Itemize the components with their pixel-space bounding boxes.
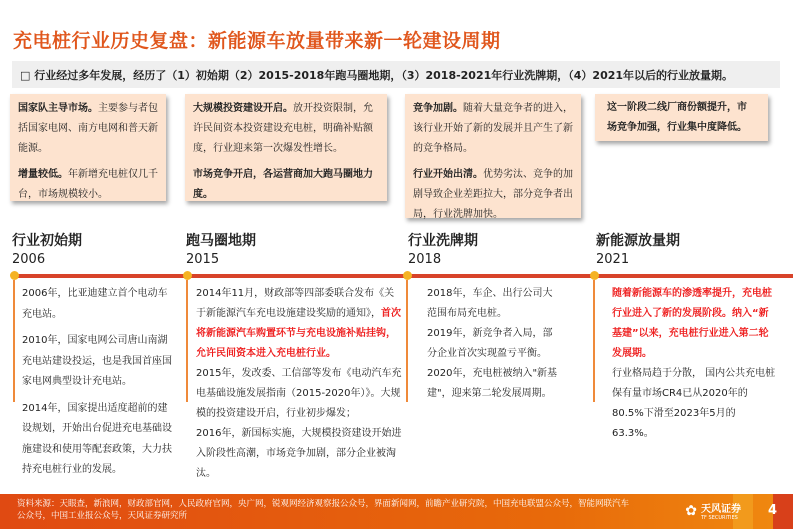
timeline-dot bbox=[183, 271, 192, 280]
timeline-connector bbox=[406, 280, 408, 402]
phase1-box bbox=[10, 94, 166, 201]
phase4-box bbox=[595, 94, 768, 141]
phase-label: 行业洗牌期 bbox=[408, 233, 478, 249]
phase-year: 2006 bbox=[12, 252, 46, 267]
box-text: 放开投资限制，允许民间资本投资建设充电桩，明确补贴额度，行业迎来第一次爆发性增长。 bbox=[193, 103, 373, 154]
detail-col-2021 bbox=[612, 284, 777, 444]
timeline-dot bbox=[403, 271, 412, 280]
timeline-dot bbox=[10, 271, 19, 280]
phase-year: 2018 bbox=[408, 252, 442, 267]
detail-text: 2016年，新国标实施，大规模投资建设开始进入阶段性高潮，市场竞争加剧，部分企业被淘汰。 bbox=[196, 428, 402, 479]
page-number: 4 bbox=[767, 503, 777, 518]
detail-text: 2015年，发改委、工信部等发布《电动汽车充电基础设施发展指南（2015-2020年）》。大规模的投资建设开启，行业初步爆发； bbox=[196, 368, 402, 419]
box-heading: 行业开始出清。 bbox=[413, 169, 483, 180]
source-text: 资料来源：天眼查，新浪网，财政部官网，人民政府官网，央广网，锐观网经济观察报公众号，界面新闻网，前瞻产业研究院，中国充电联盟公众号，智能网联汽车公众号，中国工业报公众号，天风证券研究所 bbox=[17, 499, 630, 521]
detail-text: 2014年11月，财政部等四部委联合发布《关于新能源汽车充电设施建设奖励的通知》， bbox=[196, 288, 395, 319]
detail-text: 2014年，国家提出适度超前的建设规划，开始出台促进充电基础设施建设和使用等配套政策，大力扶持充电桩行业的发展。 bbox=[22, 402, 172, 475]
timeline-connector bbox=[13, 280, 15, 402]
timeline-connector bbox=[186, 280, 188, 402]
detail-col-2015 bbox=[196, 284, 402, 484]
box-text: 随着大量竞争者的进入，该行业开始了新的发展并且产生了新的竞争格局。 bbox=[413, 103, 573, 154]
logo-en-text: TF SECURITIES bbox=[701, 515, 738, 521]
detail-highlight: 首次将新能源汽车购置环节与充电设施补贴挂钩，允许民间资本进入充电桩行业。 bbox=[196, 308, 401, 359]
phase2-box bbox=[185, 94, 387, 201]
phase-year: 2015 bbox=[186, 252, 220, 267]
timeline-connector bbox=[593, 280, 595, 402]
phase3-box bbox=[405, 94, 581, 218]
logo-flower-icon: ✿ bbox=[685, 502, 697, 519]
phase-label: 行业初始期 bbox=[12, 233, 82, 249]
box-heading: 市场竞争开启，各运营商加大跑马圈地力度。 bbox=[193, 169, 373, 200]
phase-year: 2021 bbox=[596, 252, 630, 267]
footer bbox=[0, 494, 793, 529]
detail-col-2018 bbox=[427, 284, 562, 404]
box-text: 优势劣汰、竞争的加剧导致企业差距拉大，部分竞争者出局，行业洗牌加快。 bbox=[413, 169, 573, 220]
box-heading: 大规模投资建设开启。 bbox=[193, 103, 293, 114]
detail-col-2006 bbox=[22, 284, 172, 487]
box-text: 年新增充电桩仅几千台，市场规模较小。 bbox=[18, 169, 158, 200]
box-heading: 国家队主导市场。 bbox=[18, 103, 98, 114]
detail-text: 2006年，比亚迪建立首个电动车充电站。 bbox=[22, 288, 168, 320]
box-heading: 增量较低。 bbox=[18, 169, 68, 180]
logo-text: 天风证券 bbox=[701, 504, 741, 515]
detail-text: 行业格局趋于分散， 国内公共充电桩保有量市场CR4已从2020年的80.5%下滑至2023年5月的63.3%。 bbox=[612, 368, 776, 439]
phase-label: 跑马圈地期 bbox=[186, 233, 256, 249]
detail-text: 2020年，充电桩被纳入"新基建"，迎来第二轮发展周期。 bbox=[427, 368, 558, 399]
page-title: 充电桩行业历史复盘：新能源车放量带来新一轮建设周期 bbox=[13, 30, 501, 52]
summary-bar: □ 行业经过多年发展，经历了（1）初始期（2）2015-2018年跑马圈地期，（3）2018-2021年行业洗牌期，（4）2021年以后的行业放量期。 bbox=[12, 61, 780, 88]
detail-text: 2018年，车企、出行公司大范围布局充电桩。 bbox=[427, 288, 553, 319]
detail-text: 2019年，新竞争者入局，部分企业首次实现盈亏平衡。 bbox=[427, 328, 553, 359]
phase-label: 新能源放量期 bbox=[596, 233, 680, 249]
detail-text: 2010年，国家电网公司唐山南湖充电站建设投运，也是我国首座国家电网典型设计充电站。 bbox=[22, 335, 172, 387]
box-text: 主要参与者包括国家电网、南方电网和普天新能源。 bbox=[18, 103, 158, 154]
detail-highlight: 随着新能源车的渗透率提升，充电桩行业进入了新的发展阶段。纳入“新基建”以来，充电桩行业进入第二轮发展期。 bbox=[612, 288, 772, 359]
box-heading: 这一阶段二线厂商份额提升，市场竞争加强，行业集中度降低。 bbox=[607, 102, 747, 133]
box-heading: 竞争加剧。 bbox=[413, 103, 463, 114]
company-logo bbox=[685, 500, 741, 521]
timeline-dot bbox=[590, 271, 599, 280]
